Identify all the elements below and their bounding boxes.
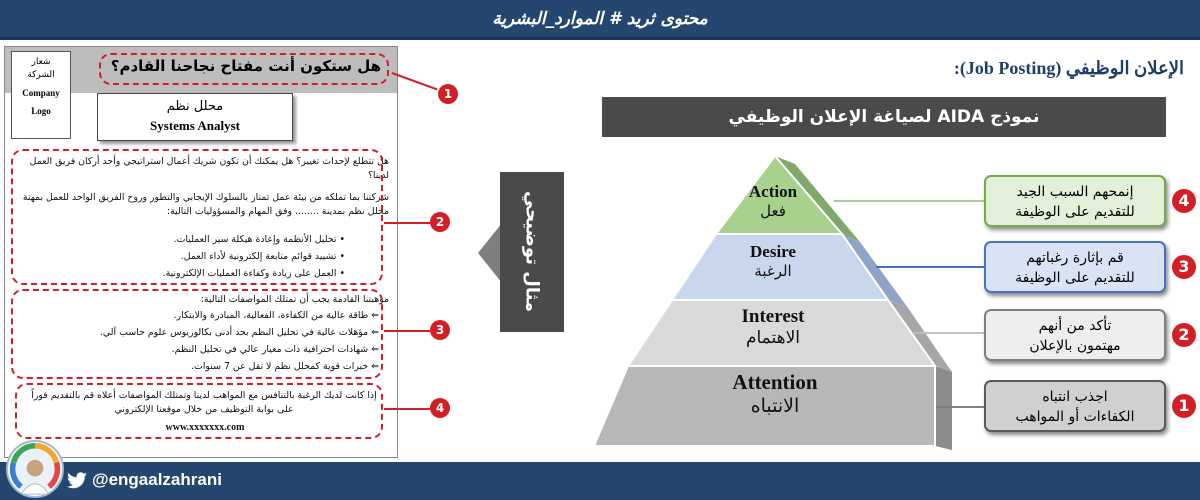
section-badge-4: 4 [430,398,450,418]
highlight-frame-3 [11,289,383,379]
step-2-line2: مهتمون بالإعلان [1029,338,1121,354]
document-headline: هل ستكون أنت مفتاح نجاحنا القادم؟ [110,57,381,75]
logo-en-line2: Logo [31,106,51,116]
pointer-line-2 [384,222,430,224]
intro-paragraph: هل تتطلع لإحداث تغيير؟ هل يمكنك أن تكون شريك أعمال استراتيجي وأحد أركان فريق العمل لدينا؟ [29,156,389,181]
section-badge-3: 3 [430,320,450,340]
step-box-3 [984,241,1166,293]
author-avatar [6,440,64,498]
step-number-1: 1 [1172,394,1196,418]
step-4-line1: إنمحهم السبب الجيد [1016,184,1134,200]
job-title-box [97,93,293,141]
connector-desire [876,266,984,268]
step-box-4 [984,175,1166,227]
job-title-ar: محلل نظم [166,99,224,114]
connector-action [834,200,984,202]
step-1-line1: اجذب انتباه [1042,389,1108,405]
step-1-line2: الكفاءات أو المواهب [1015,409,1135,425]
step-3-line2: للتقديم على الوظيفة [1015,270,1135,286]
step-box-1 [984,380,1166,432]
duty-item: • العمل على زيادة وكفاءة العمليات الإلكترونية. [162,268,345,279]
duty-item: • تحليل الأنظمة وإعادة هيكلة سير العمليات. [173,234,345,245]
logo-ar-line2: الشركة [27,69,55,79]
company-paragraph: شركتنا بما تملكه من بيئة عمل تمتاز بالسلوك الإيجابي والتطور وروح الفريق الواحد للعمل بمهنة محلل نظم بمدينة ........ وفق المهام والمسؤوليات التالية: [22,192,389,217]
step-2-line1: تأكد من أنهم [1038,318,1112,334]
step-number-4: 4 [1172,189,1196,213]
qualification-item: ⇐ خبرات قوية كمحلل نظم لا تقل عن 7 سنوات. [191,361,379,372]
logo-en-line1: Company [22,88,60,98]
job-posting-document [4,46,398,458]
pointer-line-3 [384,330,430,332]
example-label: مثال توضيحي [500,172,564,332]
call-to-action: إذا كانت لديك الرغبة بالتنافس مع المواهب لدينا وتمتلك المواصفات أعلاه قم بالتقديم فوراً على بوابة التوظيف من خلال موقعنا الإلكتروني [31,390,377,415]
highlight-frame-2 [11,149,383,285]
step-4-line2: للتقديم على الوظيفة [1015,204,1135,220]
company-logo-placeholder [11,51,71,139]
logo-ar-line1: شعار [31,56,51,66]
twitter-icon[interactable] [66,472,88,490]
pyramid-label-action: Action فعل [748,182,798,220]
pyramid-label-interest: Interest الاهتمام [741,306,805,348]
qualification-item: ⇐ مؤهلات عالية في تحليل النظم بحد أدنى بكالوريوس علوم حاسب آلي. [99,327,379,338]
pointer-line-1 [392,72,438,90]
header-title: محتوى ثريد # الموارد_البشرية [492,9,708,29]
pyramid-label-desire: Desire الرغبة [750,242,796,280]
pyramid-side-attention [935,366,952,450]
pyramid-label-attention: Attention الانتباه [732,370,818,417]
job-title-en: Systems Analyst [150,118,240,133]
step-number-3: 3 [1172,255,1196,279]
section-title: الإعلان الوظيفي (Job Posting): [953,58,1184,78]
qualification-item: ⇐ طاقة عالية من الكفاءة، الفعالية، المبادرة والابتكار. [173,310,379,321]
section-badge-2: 2 [430,212,450,232]
connector-interest [914,332,984,334]
highlight-frame-4 [15,383,383,439]
qualification-item: ⇐ شهادات احترافية ذات معيار عالي في تحليل النظم. [171,344,379,355]
step-3-line1: قم بإثارة رغباتهم [1026,250,1124,266]
section-badge-1: 1 [438,84,458,104]
author-handle[interactable]: @engaalzahrani [92,470,222,489]
model-banner: نموذج AIDA لصياغة الإعلان الوظيفي [602,97,1166,137]
duty-item: • تشييد قوائم متابعة إلكترونية لأداء العمل. [180,251,345,262]
avatar-illustration-icon [8,442,62,496]
step-box-2 [984,309,1166,361]
step-number-2: 2 [1172,323,1196,347]
header-bar [0,0,1200,40]
qualifications-intro: موهبتنا القادمة يجب أن تمتلك المواصفات التالية: [200,294,389,305]
pointer-line-4 [384,408,430,410]
website-url[interactable]: www.xxxxxxx.com [165,422,245,433]
connector-attention [936,406,984,408]
